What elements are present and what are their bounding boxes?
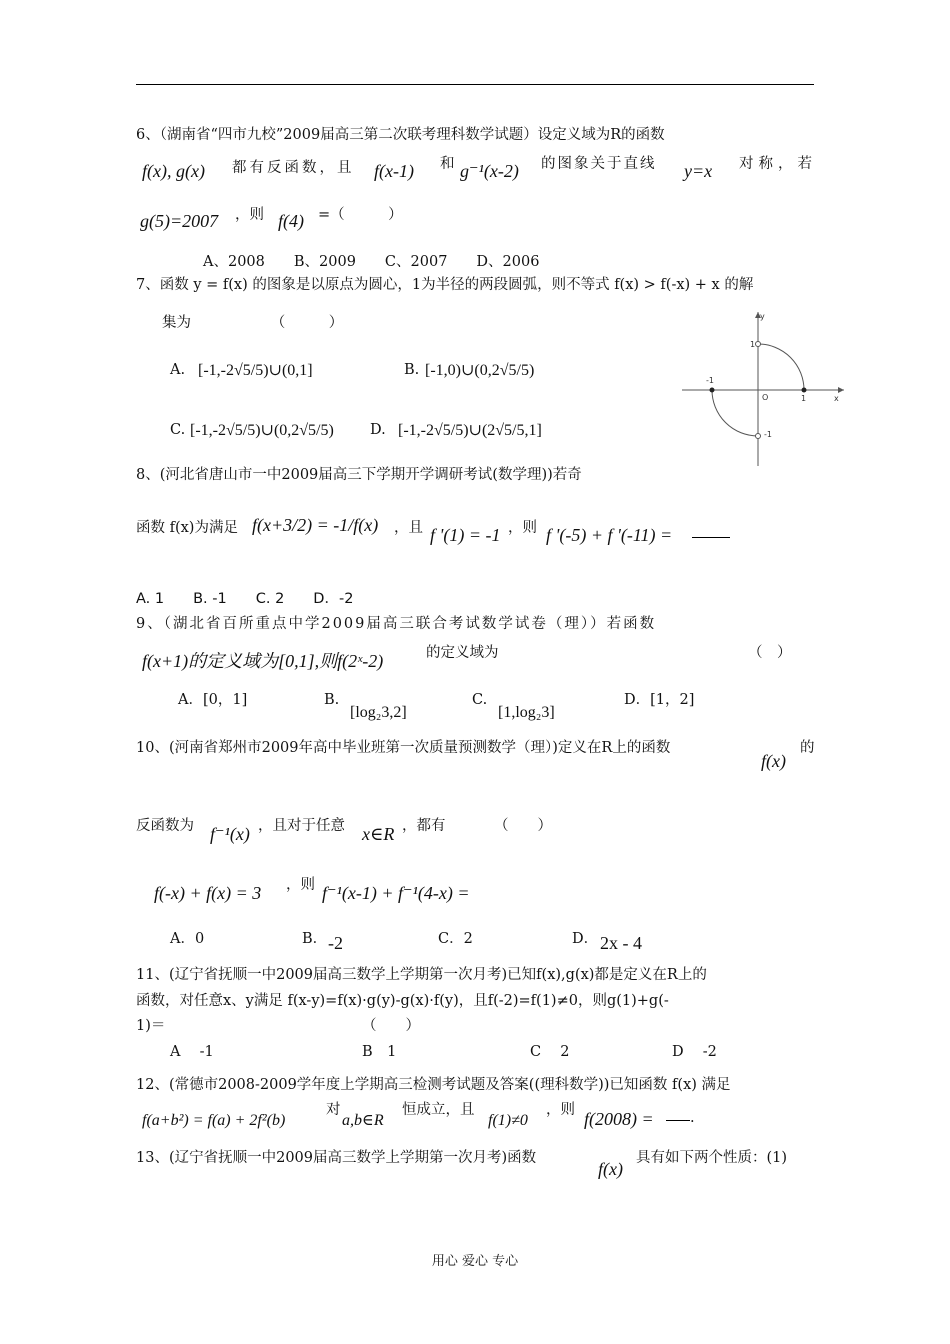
q12-blank <box>666 1120 690 1121</box>
q9-option-c-label: C. <box>472 692 488 708</box>
q10-finv: f⁻¹(x) <box>210 824 250 844</box>
q6-fg: f(x), g(x) <box>142 161 205 181</box>
q8-blank <box>692 537 730 538</box>
q6-options: A、2008 B、2009 C、2007 D、2006 <box>203 254 540 270</box>
q12-dui: 对 <box>326 1102 341 1118</box>
q7-graph-ylabel: y <box>760 312 765 321</box>
q6-text3: 对称，若 <box>739 156 817 172</box>
q6-he: 和 <box>440 156 455 172</box>
q9-paren: （ ） <box>748 645 792 661</box>
q11-option-a: A -1 <box>170 1044 214 1060</box>
q12-hold: 恒成立，且 <box>402 1102 475 1118</box>
q9-option-b-label: B. <box>324 692 340 708</box>
q8-options: A. 1 B. -1 C. 2 D．-2 <box>136 591 354 607</box>
q13-stem: 13、(辽宁省抚顺一中2009届高三数学上学期第一次月考)函数 <box>136 1150 537 1166</box>
q10-stem: 10、(河南省郑州市2009年高中毕业班第一次质量预测数学（理）)定义在R上的函数 <box>136 740 671 756</box>
q8-mid: ，且 <box>394 520 423 536</box>
q9-option-c: [1,log₂3] <box>498 704 555 721</box>
q10-text-a: 反函数为 <box>136 818 194 834</box>
q8-fp1: f '(1) = -1 <box>430 525 501 545</box>
q10-paren: （ ） <box>494 818 552 834</box>
q12-ab: a,b∈R <box>342 1112 384 1129</box>
q13-fx: f(x) <box>598 1159 623 1179</box>
q7-graph-xtick-neg: -1 <box>706 376 714 385</box>
q11-stem2: 函数，对任意x、y满足 f(x-y)=f(x)·g(y)-g(x)·f(y)，且f(-2)=f(1)≠0，则g(1)+g(- <box>136 993 669 1009</box>
q10-xinR: x∈R <box>362 824 395 844</box>
q12-stem: 12、(常德市2008-2009学年度上学期高三检测考试题及答案((理科数学))已知函数 f(x) 满足 <box>136 1077 731 1093</box>
q10-fx: f(x) <box>761 751 786 771</box>
q8-ask: f '(-5) + f '(-11) = <box>546 525 673 545</box>
q10-option-d-label: D． <box>572 931 599 947</box>
q11-stem1: 11、(辽宁省抚顺一中2009届高三数学上学期第一次月考)已知f(x),g(x)都是定义在R上的 <box>136 967 707 983</box>
q9-stem: 9、（湖北省百所重点中学2009届高三联合考试数学试卷（理））若函数 <box>136 616 657 632</box>
q11-option-b: B 1 <box>362 1044 397 1060</box>
q7-option-c: [-1,-2√5/5)∪(0,2√5/5) <box>190 422 334 439</box>
q6-g5: g(5)=2007 <box>140 211 219 231</box>
q7-graph-origin: O <box>762 393 769 402</box>
q6-text1: 都有反函数，且 <box>232 160 355 176</box>
q10-de: 的 <box>800 740 815 756</box>
q11-option-d: D -2 <box>672 1044 717 1060</box>
q8-pre: 函数 f(x)为满足 <box>136 520 238 536</box>
q11-stem3: 1)＝ <box>136 1018 166 1034</box>
header-rule <box>136 84 814 85</box>
q8-eq: f(x+3/2) = -1/f(x) <box>252 515 379 535</box>
q10-option-b: -2 <box>328 933 343 953</box>
q10-option-b-label: B． <box>302 931 328 947</box>
q11-option-c: C 2 <box>530 1044 570 1060</box>
q6-ginv: g⁻¹(x-2) <box>460 161 519 181</box>
page-footer: 用心 爱心 专心 <box>431 1254 519 1269</box>
q10-option-c: C．2 <box>438 931 473 947</box>
q9-option-a: A．[0，1] <box>178 692 248 708</box>
q6-stem: 6、（湖南省“四市九校”2009届高三第二次联考理科数学试题）设定义域为R的函数 <box>136 127 665 143</box>
q7-stem: 7、函数 y = f(x) 的图象是以原点为圆心，1为半径的两段圆弧，则不等式 f(x) > f(-x) + x 的解 <box>136 277 754 293</box>
q7-graph-ytick-neg: -1 <box>764 430 772 439</box>
q8-then: ，则 <box>508 520 537 536</box>
q10-text-b: ，且对于任意 <box>258 818 345 834</box>
q10-option-d: 2x - 4 <box>600 933 642 953</box>
q7-graph <box>680 308 850 468</box>
q9-expr: f(x+1)的定义域为[0,1],则f(2ˣ-2) <box>142 651 384 671</box>
q10-text-c: ，都有 <box>402 818 446 834</box>
q13-tail: 具有如下两个性质：(1) <box>636 1150 788 1166</box>
q10-ask: f⁻¹(x-1) + f⁻¹(4-x) = <box>322 883 470 903</box>
q7-option-d: [-1,-2√5/5)∪(2√5/5,1] <box>398 422 542 439</box>
q6-f4: f(4) <box>278 211 304 231</box>
q10-option-a: A．0 <box>170 931 205 947</box>
q7-option-a: [-1,-2√5/5)∪(0,1] <box>198 362 313 379</box>
q12-eq: f(a+b²) = f(a) + 2f²(b) <box>142 1112 286 1129</box>
q10-then: ，则 <box>286 877 315 893</box>
q7-graph-xlabel: x <box>834 394 839 403</box>
q12-end: . <box>690 1110 695 1126</box>
q12-then: ，则 <box>546 1102 575 1118</box>
q9-option-b: [log₂3,2] <box>350 704 407 721</box>
q6-text2: 的图象关于直线 <box>541 156 657 172</box>
q9-option-d: D．[1，2] <box>624 692 695 708</box>
q9-tail: 的定义域为 <box>426 645 499 661</box>
q7-option-b-label: B. <box>404 362 420 378</box>
q7-option-d-label: D. <box>370 422 386 438</box>
q8-stem: 8、(河北省唐山市一中2009届高三下学期开学调研考试(数学理))若奇 <box>136 467 582 483</box>
q6-fx1: f(x-1) <box>374 161 414 181</box>
q7-option-b: [-1,0)∪(0,2√5/5) <box>425 362 535 379</box>
q7-graph-ytick-pos: 1 <box>750 340 756 349</box>
q10-cond: f(-x) + f(x) = 3 <box>154 883 262 903</box>
q7-graph-xtick-pos: 1 <box>801 394 807 403</box>
q11-paren: （ ） <box>362 1018 420 1034</box>
q7-stem2: 集为 （ ） <box>162 315 344 331</box>
q6-text4: ，则 <box>235 207 264 223</box>
q6-yx: y=x <box>684 161 713 181</box>
q6-text5: =（ ） <box>318 207 403 223</box>
q7-option-a-label: A. <box>170 362 186 378</box>
q7-option-c-label: C. <box>170 422 186 438</box>
q12-f1: f(1)≠0 <box>488 1112 528 1129</box>
q12-ask: f(2008) = <box>584 1109 654 1129</box>
